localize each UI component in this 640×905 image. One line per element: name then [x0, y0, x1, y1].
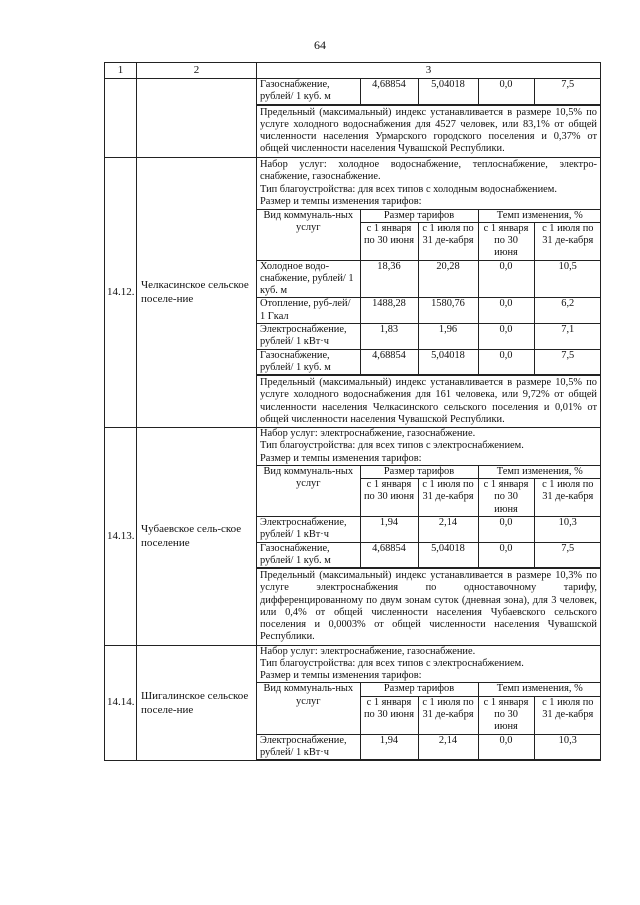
improvement-type: Тип благоустройства: для всех типов с электроснабжением.: [260, 440, 524, 452]
tariff-h2: 1,96: [418, 324, 478, 350]
tariff-subtable: [257, 682, 601, 760]
tariff-h1: 18,36: [360, 260, 418, 298]
tariff-size-header: Размер тарифов: [360, 683, 478, 696]
row-number: 14.13.: [105, 428, 137, 646]
tariff-h1: 1,83: [360, 324, 418, 350]
tariff-h2: 2,14: [418, 734, 478, 760]
tariff-size-header: Размер тарифов: [360, 465, 478, 478]
row-number: 14.12.: [105, 157, 137, 428]
rate-h1: 0,0: [478, 517, 534, 543]
tariff-row: [257, 79, 601, 104]
tariff-subtable: [257, 209, 601, 375]
rate-h1: 0,0: [478, 734, 534, 760]
service-set: Набор услуг: электроснабжение, газоснабжение.: [260, 645, 476, 657]
rate-h2: 10,3: [534, 517, 601, 543]
service-type-header: Вид коммуналь-ных услуг: [257, 209, 360, 260]
tariff-h2: 20,28: [418, 260, 478, 298]
period-header: с 1 июля по 31 де-кабря: [418, 696, 478, 734]
settlement-name: Челкасинское сельское поселе-ние: [137, 157, 257, 428]
page-number: 64: [314, 38, 326, 52]
period-header: с 1 июля по 31 де-кабря: [534, 222, 601, 260]
period-header: с 1 января по 30 июня: [478, 222, 534, 260]
period-header: с 1 июля по 31 де-кабря: [534, 479, 601, 517]
tariff-h2: 2,14: [418, 517, 478, 543]
change-rate-header: Темп изменения, %: [478, 465, 601, 478]
limit-index-note: Предельный (максимальный) индекс устанавливается в размере 10,5% по услуге холодного водоснабжения для 161 человека, или 9,72% от общей численности населения Челкасинского сельского поселения и 0,01% от общей численности населения Чувашской Республики.: [257, 375, 600, 427]
tariff-h1: 1488,28: [360, 298, 418, 324]
service-type-header: Вид коммуналь-ных услуг: [257, 683, 360, 734]
period-header: с 1 января по 30 июня: [360, 696, 418, 734]
tariff-h2: 1580,76: [418, 298, 478, 324]
period-header: с 1 июля по 31 де-кабря: [418, 479, 478, 517]
rate-h2: 7,5: [534, 349, 601, 375]
tariff-h1: 1,94: [360, 517, 418, 543]
row-number: 14.14.: [105, 645, 137, 760]
period-header: с 1 января по 30 июня: [478, 479, 534, 517]
rate-h2: 10,3: [534, 734, 601, 760]
service-name: Электроснабжение, рублей/ 1 кВт·ч: [257, 324, 360, 350]
rate-h1: 0,0: [478, 79, 534, 104]
tariff-h2: 5,04018: [418, 79, 478, 104]
change-rate-header: Темп изменения, %: [478, 683, 601, 696]
rate-h2: 6,2: [534, 298, 601, 324]
period-header: с 1 января по 30 июня: [360, 222, 418, 260]
tariff-row: [257, 260, 601, 298]
settlement-name: Шигалинское сельское поселе-ние: [137, 645, 257, 760]
tariff-row: [257, 324, 601, 350]
column-header-3: 3: [257, 63, 601, 79]
tariffs-title: Размер и темпы изменения тарифов:: [260, 196, 422, 208]
tariff-h2: 5,04018: [418, 542, 478, 568]
tariff-h1: 1,94: [360, 734, 418, 760]
tariff-size-header: Размер тарифов: [360, 209, 478, 222]
service-name: Электроснабжение, рублей/ 1 кВт·ч: [257, 517, 360, 543]
settlement-row-14-12: [105, 157, 601, 428]
rate-h1: 0,0: [478, 542, 534, 568]
rate-h2: 10,5: [534, 260, 601, 298]
service-type-header: Вид коммуналь-ных услуг: [257, 465, 360, 516]
tariff-h1: 4,68854: [360, 349, 418, 375]
tariffs-title: Размер и темпы изменения тарифов:: [260, 670, 422, 682]
tariff-h2: 5,04018: [418, 349, 478, 375]
service-name: Газоснабжение, рублей/ 1 куб. м: [257, 542, 360, 568]
column-header-2: 2: [137, 63, 257, 79]
continuation-row: [105, 78, 601, 157]
tariff-row: [257, 298, 601, 324]
settlement-row-14-13: [105, 428, 601, 646]
tariff-subtable: [257, 465, 601, 568]
tariff-h1: 4,68854: [360, 79, 418, 104]
tariff-table: [104, 62, 601, 761]
limit-index-note: Предельный (максимальный) индекс устанавливается в размере 10,3% по услуге электроснабжения по одноставочному тарифу, дифференцированному по двум зонам суток (дневная зона), для 3 человек, или 0,4% от общей численности населения Чубаевского сельского поселения и 0,0003% от общей численности населения Чувашской Республики.: [257, 568, 600, 645]
column-header-1: 1: [105, 63, 137, 79]
period-header: с 1 января по 30 июня: [360, 479, 418, 517]
service-name: Электроснабжение, рублей/ 1 кВт·ч: [257, 734, 360, 760]
rate-h2: 7,1: [534, 324, 601, 350]
period-header: с 1 июля по 31 де-кабря: [534, 696, 601, 734]
column-header-row: [105, 63, 601, 79]
period-header: с 1 января по 30 июня: [478, 696, 534, 734]
change-rate-header: Темп изменения, %: [478, 209, 601, 222]
service-name: Газоснабжение, рублей/ 1 куб. м: [257, 349, 360, 375]
service-set: Набор услуг: холодное водоснабжение, теплоснабжение, электро-снабжение, газоснабжение.: [260, 158, 597, 182]
service-name: Отопление, руб-лей/ 1 Гкал: [257, 298, 360, 324]
limit-index-note: Предельный (максимальный) индекс устанавливается в размере 10,5% по услуге холодного водоснабжения для 4527 человек, или 83,1% от общей численности населения Урмарского городского поселения и 0,37% от общей численности населения Чувашской Республики.: [257, 105, 600, 157]
rate-h1: 0,0: [478, 298, 534, 324]
period-header: с 1 июля по 31 де-кабря: [418, 222, 478, 260]
tariff-row: [257, 349, 601, 375]
rate-h1: 0,0: [478, 324, 534, 350]
rate-h2: 7,5: [534, 79, 601, 104]
improvement-type: Тип благоустройства: для всех типов с холодным водоснабжением.: [260, 184, 557, 196]
tariff-h1: 4,68854: [360, 542, 418, 568]
tariff-row: [257, 517, 601, 543]
rate-h1: 0,0: [478, 349, 534, 375]
service-set: Набор услуг: электроснабжение, газоснабжение.: [260, 428, 476, 440]
rate-h2: 7,5: [534, 542, 601, 568]
tariff-row: [257, 542, 601, 568]
settlement-row-14-14: [105, 645, 601, 760]
rate-h1: 0,0: [478, 260, 534, 298]
tariffs-title: Размер и темпы изменения тарифов:: [260, 452, 422, 464]
improvement-type: Тип благоустройства: для всех типов с электроснабжением.: [260, 657, 524, 669]
service-name: Газоснабжение, рублей/ 1 куб. м: [257, 79, 360, 104]
continuation-tariff-table: [257, 79, 601, 105]
tariff-row: [257, 734, 601, 760]
service-name: Холодное водо-снабжение, рублей/ 1 куб. м: [257, 260, 360, 298]
settlement-name: Чубаевское сель-ское поселение: [137, 428, 257, 646]
